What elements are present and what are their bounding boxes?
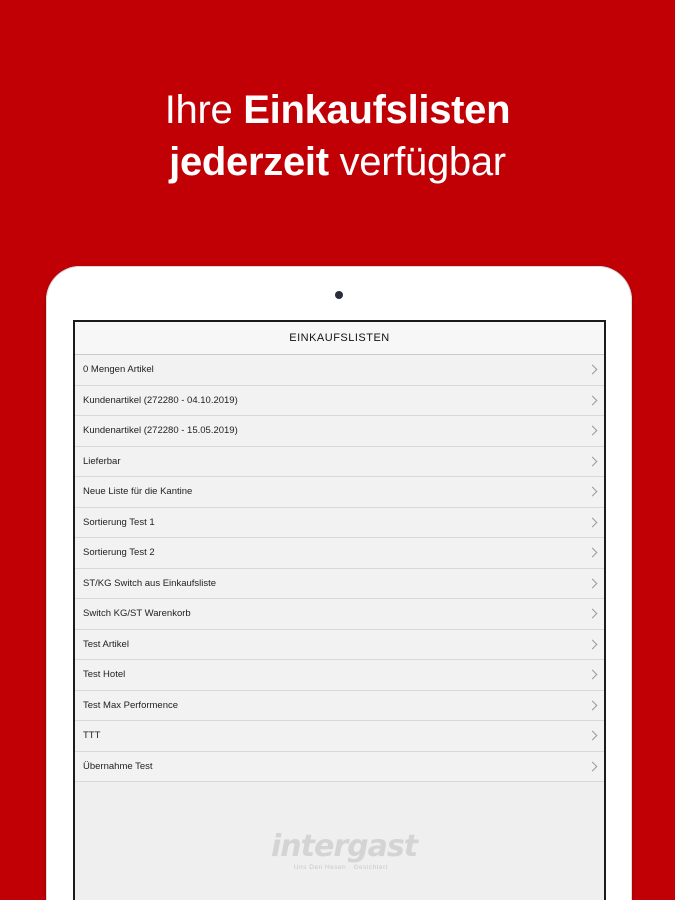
headline-line-1 bbox=[0, 84, 675, 136]
list-item-label: Sortierung Test 2 bbox=[83, 547, 155, 558]
list-item-label: Kundenartikel (272280 - 04.10.2019) bbox=[83, 394, 238, 406]
list-item[interactable] bbox=[75, 660, 604, 691]
chevron-right-icon bbox=[588, 761, 598, 771]
headline-emphasis: Einkaufslisten bbox=[243, 88, 511, 132]
headline-line-2 bbox=[0, 136, 675, 188]
list-item[interactable] bbox=[75, 752, 604, 783]
list-item[interactable] bbox=[75, 386, 604, 417]
list-item[interactable] bbox=[75, 477, 604, 508]
chevron-right-icon bbox=[588, 395, 598, 405]
list-item[interactable] bbox=[75, 447, 604, 478]
list-item[interactable] bbox=[75, 355, 604, 386]
list-item-label: Neue Liste für die Kantine bbox=[83, 486, 193, 497]
list-item-label: Test Artikel bbox=[83, 638, 129, 650]
list-item-label: Test Hotel bbox=[83, 669, 126, 680]
chevron-right-icon bbox=[588, 731, 598, 741]
chevron-right-icon bbox=[588, 670, 598, 680]
logo-wordmark: intergast bbox=[271, 829, 418, 864]
chevron-right-icon bbox=[588, 487, 598, 497]
list-item-label: Switch KG/ST Warenkorb bbox=[83, 608, 191, 619]
chevron-right-icon bbox=[588, 548, 598, 558]
list-item-label: TTT bbox=[83, 730, 101, 741]
camera-icon bbox=[335, 291, 343, 299]
list-item[interactable] bbox=[75, 569, 604, 600]
list-item[interactable] bbox=[75, 416, 604, 447]
page-title: EINKAUFSLISTEN bbox=[289, 332, 390, 344]
promo-headline bbox=[0, 84, 675, 188]
list-item-label: ST/KG Switch aus Einkaufsliste bbox=[83, 577, 217, 589]
tablet-screen bbox=[73, 320, 606, 900]
list-item[interactable] bbox=[75, 538, 604, 569]
tablet-frame bbox=[46, 266, 632, 900]
logo-tagline: Uns Den Hesen · Gesichtert bbox=[293, 864, 389, 871]
headline-text: Ihre bbox=[164, 88, 244, 132]
chevron-right-icon bbox=[588, 700, 598, 710]
chevron-right-icon bbox=[588, 578, 598, 588]
list-item-label: Sortierung Test 1 bbox=[83, 516, 155, 528]
navigation-bar bbox=[75, 322, 604, 355]
list-item-label: Übernahme Test bbox=[83, 760, 153, 772]
list-item[interactable] bbox=[75, 630, 604, 661]
list-item[interactable] bbox=[75, 508, 604, 539]
list-item-label: Lieferbar bbox=[83, 455, 121, 467]
chevron-right-icon bbox=[588, 609, 598, 619]
headline-text: verfügbar bbox=[328, 140, 506, 184]
chevron-right-icon bbox=[588, 639, 598, 649]
chevron-right-icon bbox=[588, 426, 598, 436]
list-item-label: Kundenartikel (272280 - 15.05.2019) bbox=[83, 425, 238, 436]
intergast-logo bbox=[271, 829, 418, 871]
list-item[interactable] bbox=[75, 721, 604, 752]
headline-emphasis: jederzeit bbox=[169, 140, 329, 184]
list-item[interactable] bbox=[75, 691, 604, 722]
chevron-right-icon bbox=[588, 517, 598, 527]
shopping-lists bbox=[75, 355, 604, 782]
chevron-right-icon bbox=[588, 456, 598, 466]
list-item-label: Test Max Performence bbox=[83, 699, 179, 711]
chevron-right-icon bbox=[588, 365, 598, 375]
list-item[interactable] bbox=[75, 599, 604, 630]
list-item-label: 0 Mengen Artikel bbox=[83, 364, 154, 375]
